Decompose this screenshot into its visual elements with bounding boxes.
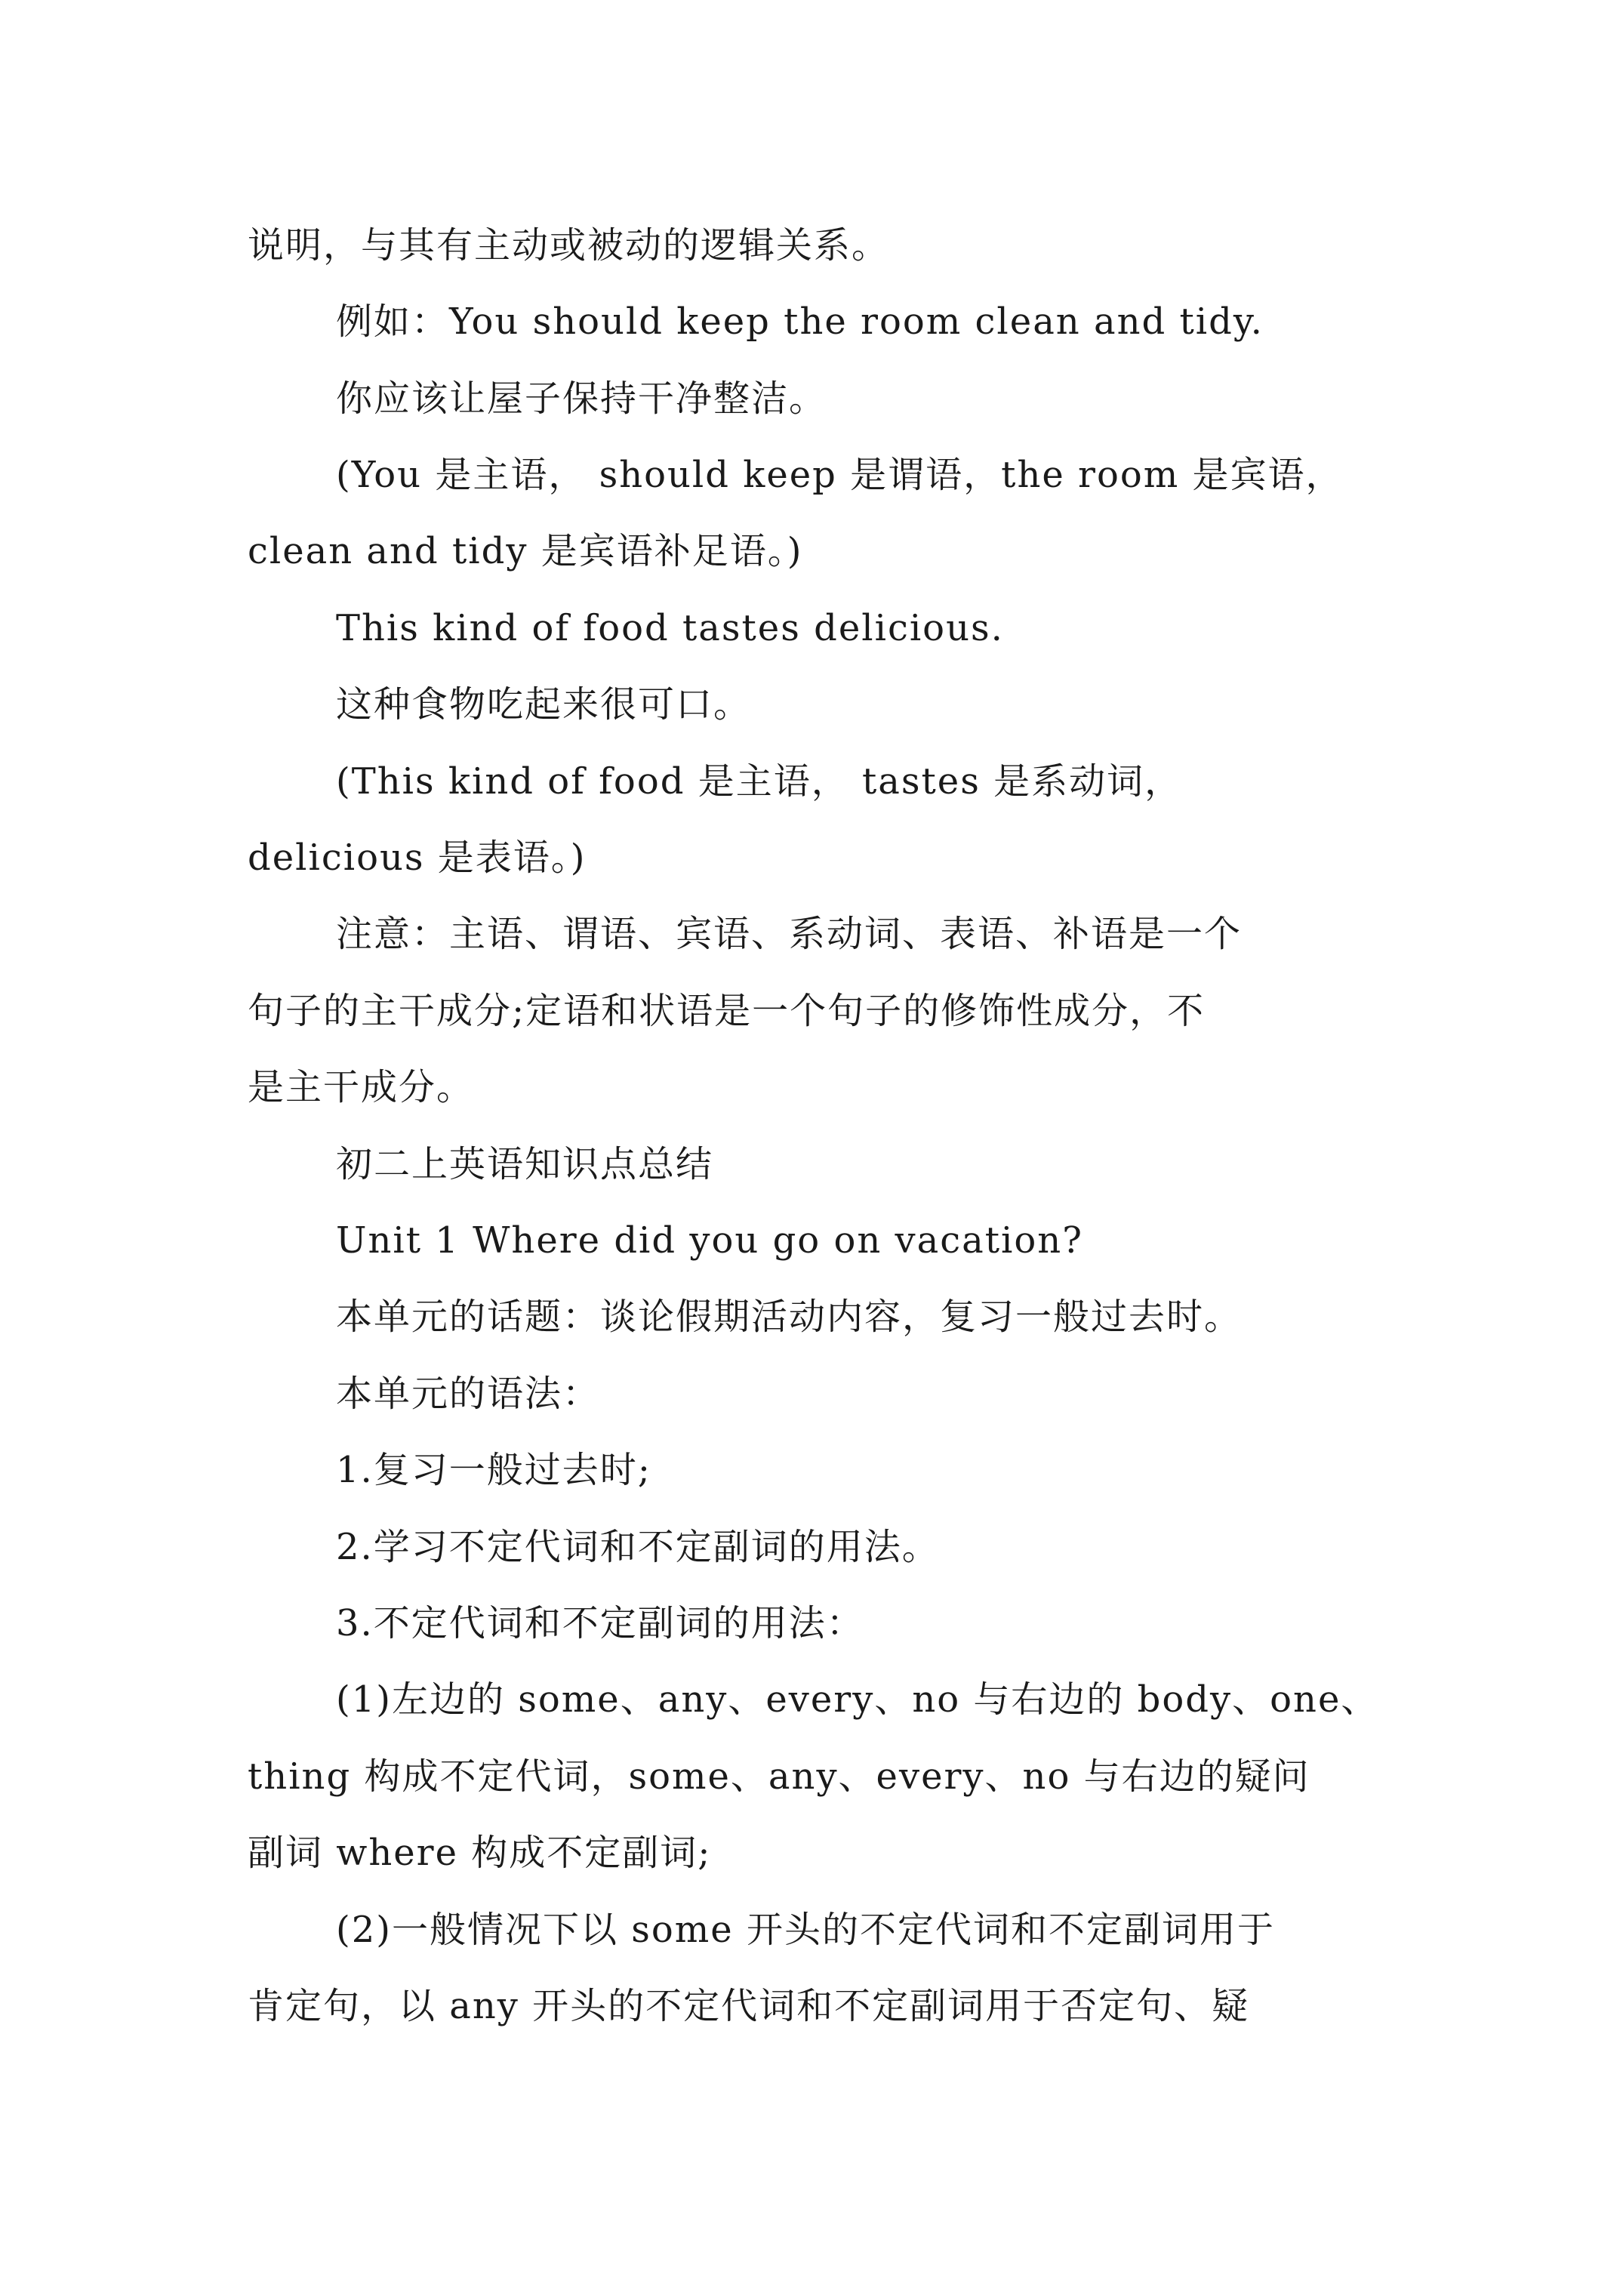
- text-line: This kind of food tastes delicious.: [336, 607, 1004, 649]
- text-line: delicious 是表语。): [248, 837, 587, 879]
- list-item: 2.学习不定代词和不定副词的用法。: [336, 1526, 940, 1568]
- text-line: thing 构成不定代词，some、any、every、no 与右边的疑问: [248, 1755, 1310, 1798]
- text-line: clean and tidy 是宾语补足语。): [248, 530, 803, 572]
- text-line: 本单元的语法：: [336, 1373, 601, 1415]
- text-line: 这种食物吃起来很可口。: [336, 683, 752, 726]
- text-line: 例如：You should keep the room clean and tidy.: [336, 300, 1264, 343]
- list-item: 1.复习一般过去时;: [336, 1449, 651, 1491]
- text-line: 句子的主干成分;定语和状语是一个句子的修饰性成分，不: [248, 990, 1206, 1032]
- text-line: 说明，与其有主动或被动的逻辑关系。: [248, 224, 890, 267]
- list-item: 3.不定代词和不定副词的用法：: [336, 1602, 864, 1644]
- text-line: 你应该让屋子保持干净整洁。: [336, 378, 827, 420]
- text-line: (1)左边的 some、any、every、no 与右边的 body、one、: [336, 1678, 1379, 1721]
- text-line: 肯定句，以 any 开头的不定代词和不定副词用于否定句、疑: [248, 1985, 1250, 2027]
- unit-title: Unit 1 Where did you go on vacation?: [336, 1219, 1083, 1262]
- section-heading: 初二上英语知识点总结: [336, 1143, 714, 1185]
- text-line: 本单元的话题：谈论假期活动内容，复习一般过去时。: [336, 1296, 1243, 1338]
- text-line: 是主干成分。: [248, 1066, 475, 1108]
- text-line: 注意：主语、谓语、宾语、系动词、表语、补语是一个: [336, 913, 1243, 955]
- text-line: 副词 where 构成不定副词;: [248, 1832, 712, 1874]
- text-line: (This kind of food 是主语， tastes 是系动词，: [336, 760, 1183, 803]
- text-line: (2)一般情况下以 some 开头的不定代词和不定副词用于: [336, 1909, 1275, 1951]
- text-line: (You 是主语， should keep 是谓语，the room 是宾语，: [336, 454, 1344, 496]
